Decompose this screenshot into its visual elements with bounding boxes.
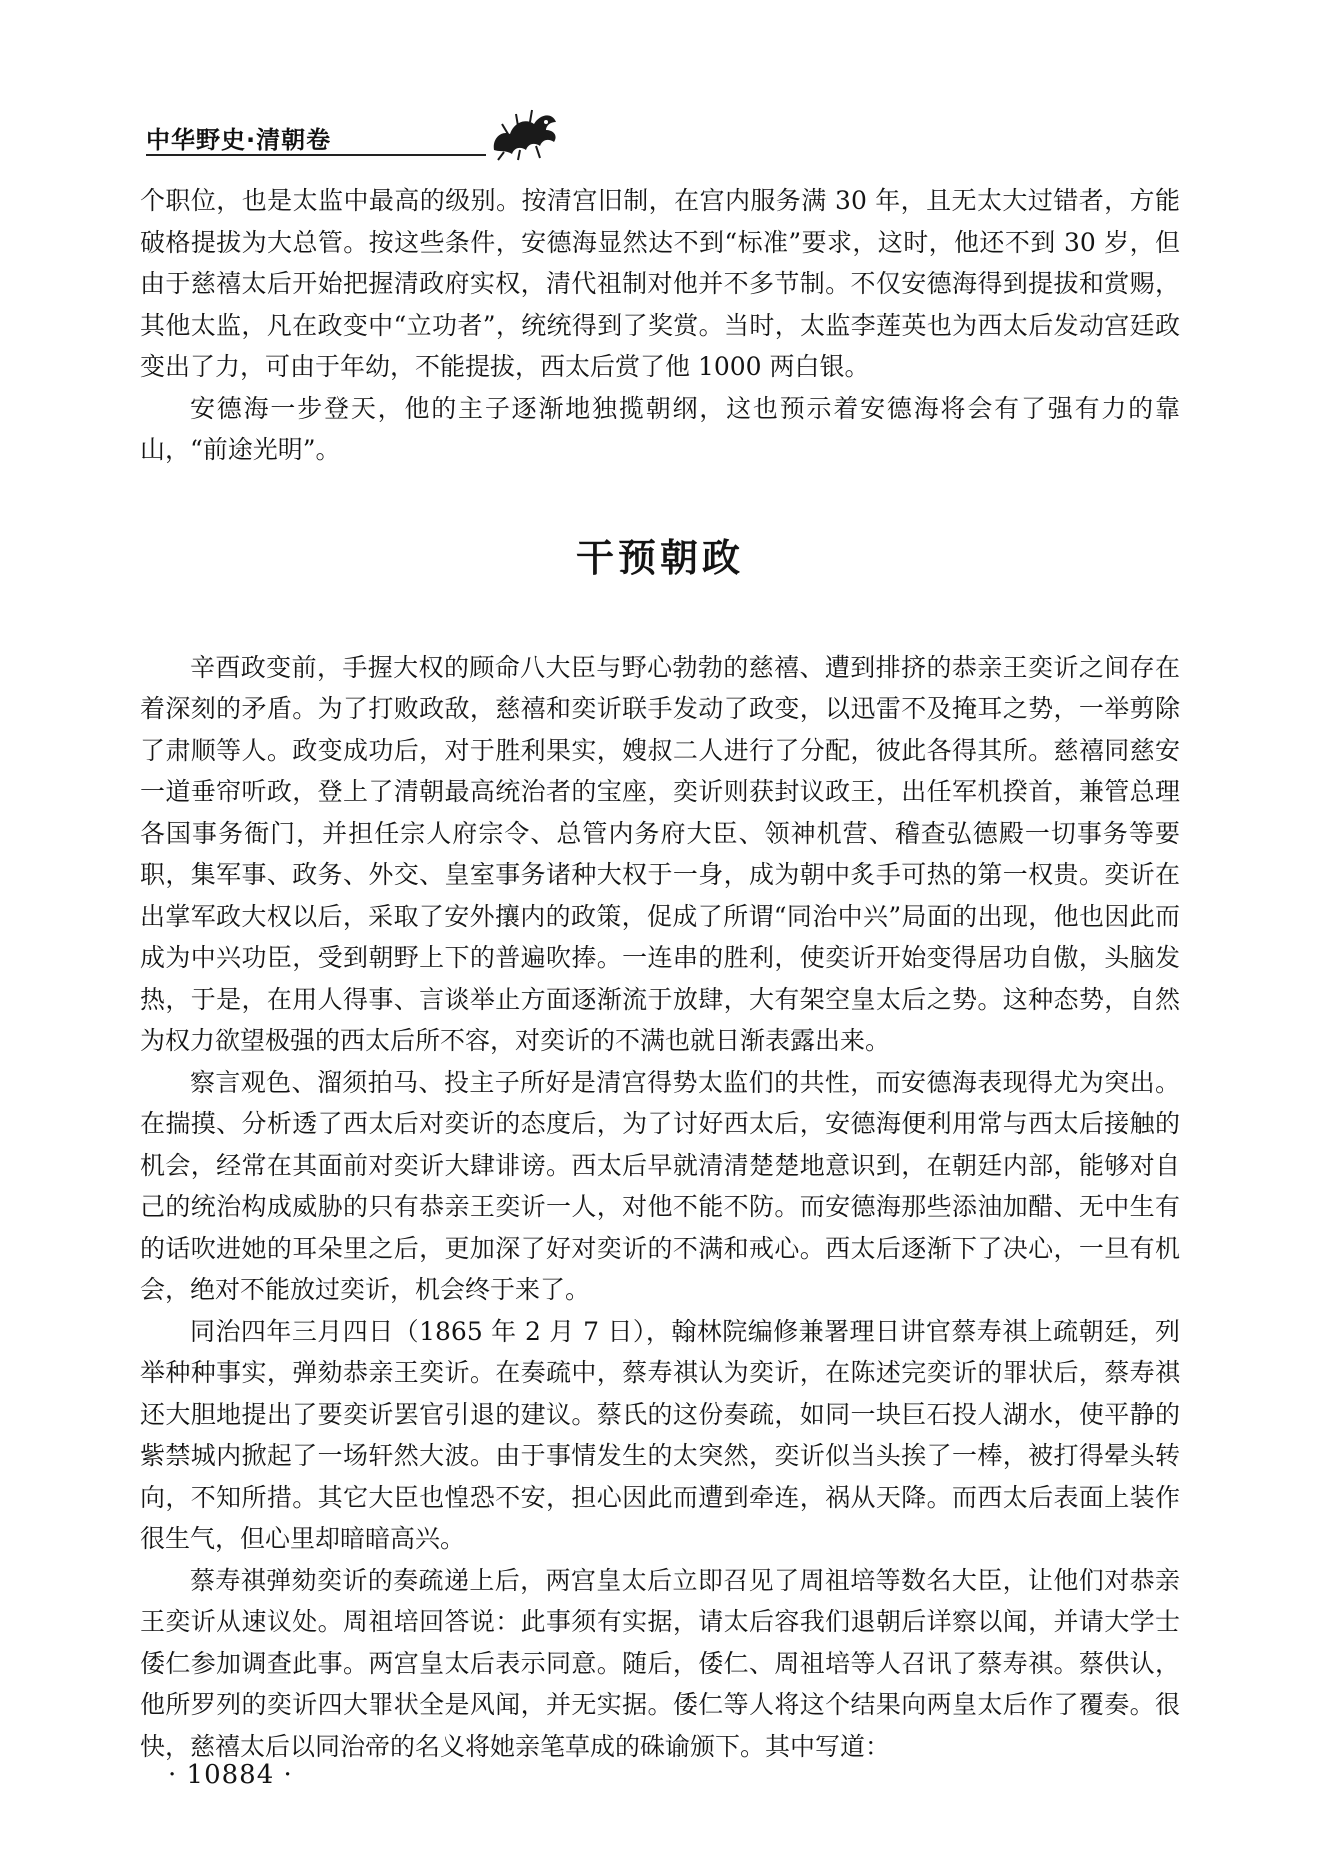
paragraph: 安德海一步登天，他的主子逐渐地独揽朝纲，这也预示着安德海将会有了强有力的靠山，“前途光明”。 bbox=[140, 393, 1180, 464]
paragraph: 察言观色、溜须拍马、投主子所好是清宫得势太监们的共性，而安德海表现得尤为突出。在揣摸、分析透了西太后对奕䜣的态度后，为了讨好西太后，安德海便利用常与西太后接触的机会，经常在其面前对奕䜣大肆诽谤。西太后早就清清楚楚地意识到，在朝廷内部，能够对自己的统治构成威胁的只有恭亲王奕䜣一人，对他不能不防。而安德海那些添油加醋、无中生有的话吹进她的耳朵里之后，更加深了好对奕䜣的不满和戒心。西太后逐渐下了决心，一旦有机会，绝对不能放过奕䜣，机会终于来了。 bbox=[140, 1067, 1180, 1304]
page-number: · 10884 · bbox=[168, 1760, 293, 1790]
book-title: 中华野史·清朝卷 bbox=[146, 126, 332, 154]
page-body bbox=[140, 180, 1180, 1767]
header-rule bbox=[146, 154, 486, 156]
paragraph: 辛酉政变前，手握大权的顾命八大臣与野心勃勃的慈禧、遭到排挤的恭亲王奕䜣之间存在着深刻的矛盾。为了打败政敌，慈禧和奕䜣联手发动了政变，以迅雷不及掩耳之势，一举剪除了肃顺等人。政变成功后，对于胜利果实，嫂叔二人进行了分配，彼此各得其所。慈禧同慈安一道垂帘听政，登上了清朝最高统治者的宝座，奕䜣则获封议政王，出任军机揆首，兼管总理各国事务衙门，并担任宗人府宗令、总管内务府大臣、领神机营、稽查弘德殿一切事务等要职，集军事、政务、外交、皇室事务诸种大权于一身，成为朝中炙手可热的第一权贵。奕䜣在出掌军政大权以后，采取了安外攘内的政策，促成了所谓“同治中兴”局面的出现，他也因此而成为中兴功臣，受到朝野上下的普遍吹捧。一连串的胜利，使奕䜣开始变得居功自傲，头脑发热，于是，在用人得事、言谈举止方面逐渐流于放肆，大有架空皇太后之势。这种态势，自然为权力欲望极强的西太后所不容，对奕䜣的不满也就日渐表露出来。 bbox=[140, 652, 1180, 1055]
dragon-ornament-icon bbox=[484, 100, 564, 162]
section-title: 干预朝政 bbox=[575, 535, 744, 580]
paragraph: 同治四年三月四日（1865 年 2 月 7 日），翰林院编修兼署理日讲官蔡寿祺上疏朝廷，列举种种事实，弹劾恭亲王奕䜣。在奏疏中，蔡寿祺认为奕䜣，在陈述完奕䜣的罪状后，蔡寿祺还大胆地提出了要奕䜣罢官引退的建议。蔡氏的这份奏疏，如同一块巨石投人湖水，使平静的紫禁城内掀起了一场轩然大波。由于事情发生的太突然，奕䜣似当头挨了一棒，被打得晕头转向，不知所措。其它大臣也惶恐不安，担心因此而遭到牵连，祸从天降。而西太后表面上装作很生气，但心里却暗暗高兴。 bbox=[140, 1316, 1180, 1553]
paragraph: 蔡寿祺弹劾奕䜣的奏疏递上后，两宫皇太后立即召见了周祖培等数名大臣，让他们对恭亲王奕䜣从速议处。周祖培回答说：此事须有实据，请太后容我们退朝后详察以闻，并请大学士倭仁参加调查此事。两宫皇太后表示同意。随后，倭仁、周祖培等人召讯了蔡寿祺。蔡供认，他所罗列的奕䜣四大罪状全是风闻，并无实据。倭仁等人将这个结果向两皇太后作了覆奏。很快，慈禧太后以同治帝的名义将她亲笔草成的硃谕颁下。其中写道： bbox=[140, 1565, 1180, 1761]
paragraph: 个职位，也是太监中最高的级别。按清宫旧制，在宫内服务满 30 年，且无太大过错者，方能破格提拔为大总管。按这些条件，安德海显然达不到“标准”要求，这时，他还不到 30 岁，但由于慈禧太后开始把握清政府实权，清代祖制对他并不多节制。不仅安德海得到提拔和赏赐，其他太监，凡在政变中“立功者”，统统得到了奖赏。当时，太监李莲英也为西太后发动宫廷政变出了力，可由于年幼，不能提拔，西太后赏了他 1000 两白银。 bbox=[140, 186, 1180, 381]
running-header bbox=[146, 114, 1176, 164]
